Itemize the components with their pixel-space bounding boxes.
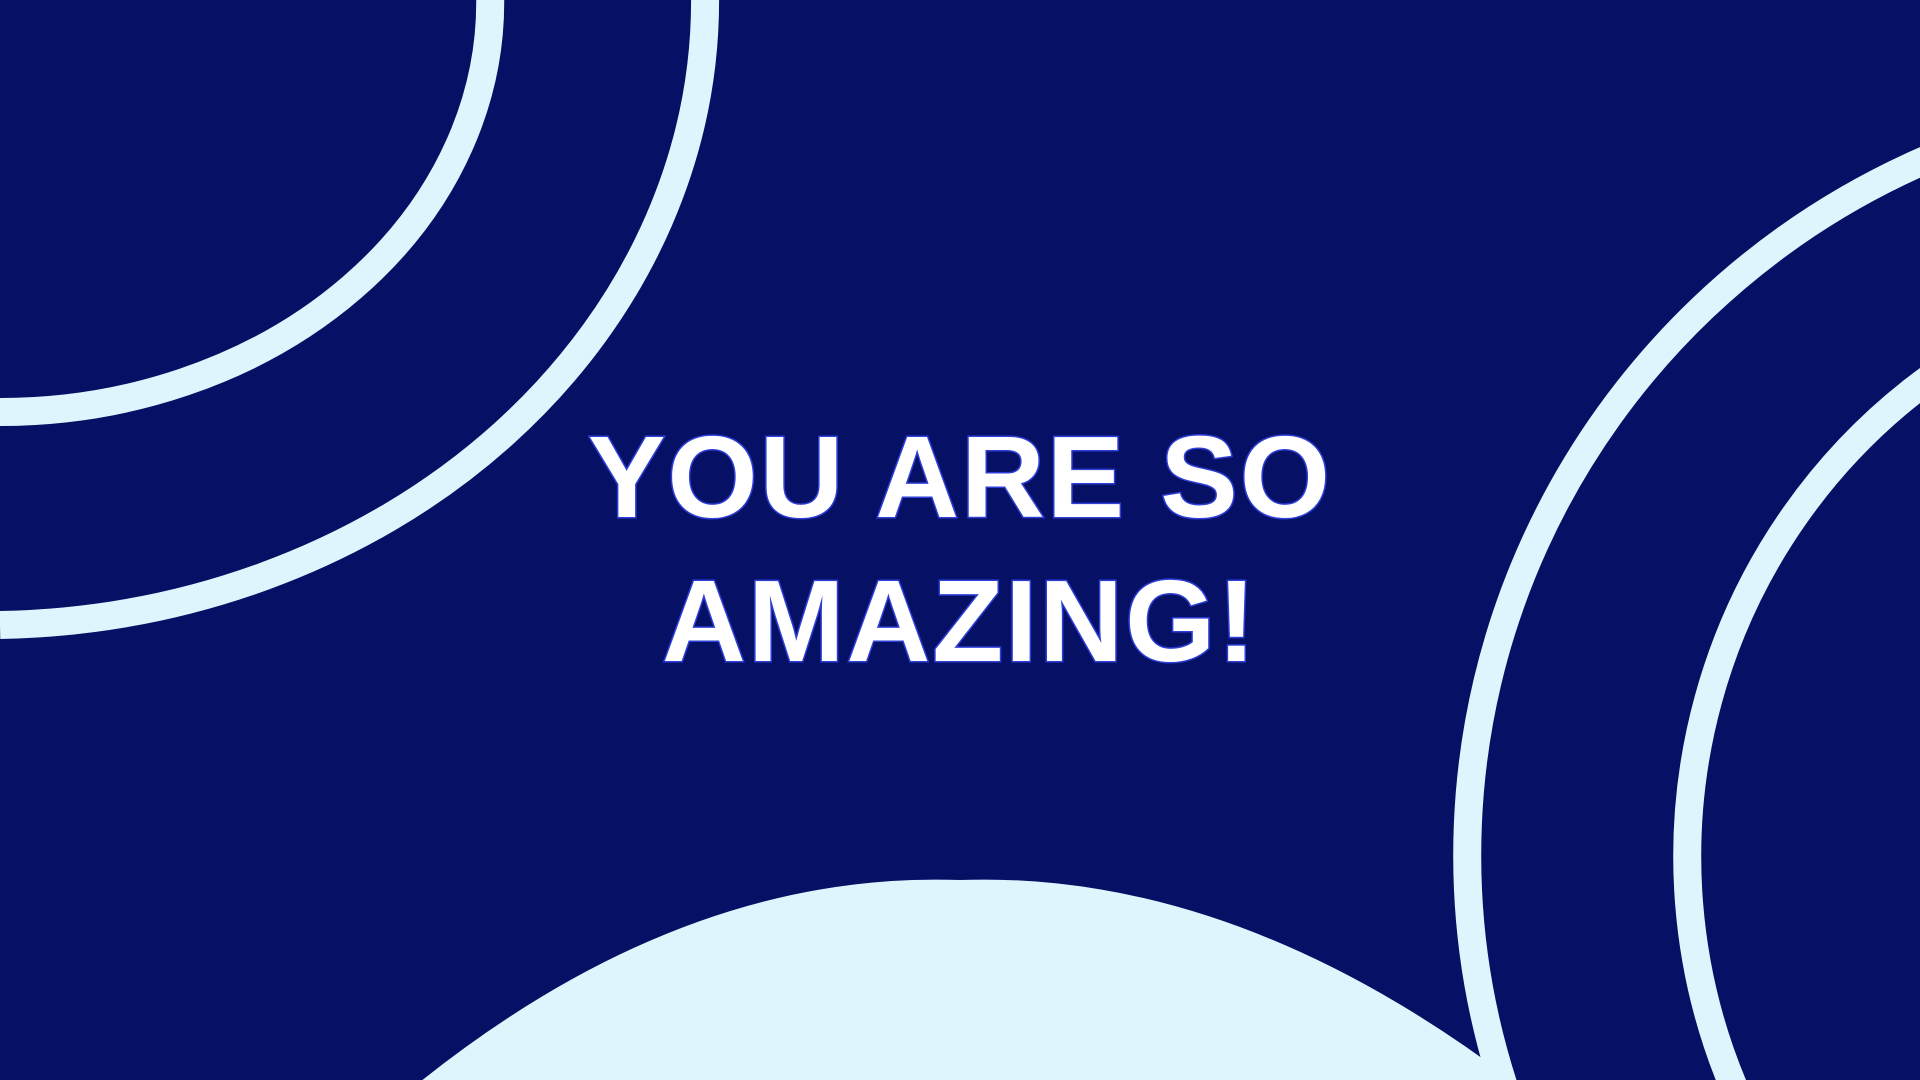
headline-line-1: YOU ARE SO (587, 412, 1333, 542)
bottom-hill-shape (410, 880, 1525, 1080)
top-left-inner-arc (0, 0, 490, 412)
headline-line-2: AMAZING! (662, 556, 1258, 686)
headline (0, 405, 1920, 693)
